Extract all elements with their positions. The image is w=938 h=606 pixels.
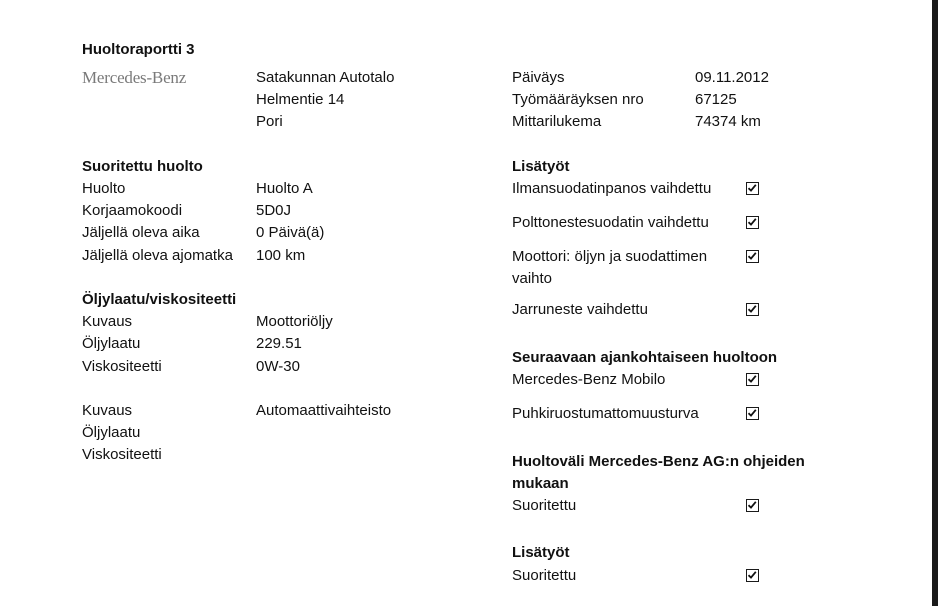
fuel-filter-checkbox[interactable] [746, 216, 759, 229]
service-type-value: Huolto A [256, 180, 313, 197]
odometer-value: 74374 km [695, 113, 761, 130]
brake-fluid-checkbox[interactable] [746, 303, 759, 316]
dealer-city: Pori [256, 113, 283, 130]
workshop-code-label: Korjaamokoodi [82, 202, 183, 219]
oil-heading: Öljylaatu/viskositeetti [82, 291, 237, 308]
air-filter-checkbox[interactable] [746, 182, 759, 195]
work-order-value: 67125 [695, 91, 737, 108]
date-value: 09.11.2012 [695, 69, 769, 86]
next-service-heading: Seuraavaan ajankohtaiseen huoltoon [512, 349, 778, 366]
dealer-name: Satakunnan Autotalo [256, 69, 395, 86]
work-order-label: Työmääräyksen nro [512, 91, 644, 108]
interval-done-label: Suoritettu [512, 497, 577, 514]
extra-work-2-done-checkbox[interactable] [746, 569, 759, 582]
remaining-distance-label: Jäljellä oleva ajomatka [82, 247, 233, 264]
engine-oil-description-value: Moottoriöljy [256, 313, 333, 330]
oil-change-label: Moottori: öljyn ja suodattimen vaihto [512, 248, 708, 287]
page-edge-bar [932, 0, 938, 606]
workshop-code-value: 5D0J [256, 202, 292, 219]
engine-oil-quality-value: 229.51 [256, 335, 302, 352]
remaining-time-value: 0 Päivä(ä) [256, 224, 325, 241]
extra-work-2-heading: Lisätyöt [512, 544, 570, 561]
brake-fluid-label: Jarruneste vaihdettu [512, 301, 648, 318]
extra-work-2-done-label: Suoritettu [512, 567, 577, 584]
service-heading: Suoritettu huolto [82, 158, 203, 175]
dealer-street: Helmentie 14 [256, 91, 345, 108]
report-title: Huoltoraportti 3 [82, 41, 195, 58]
rust-guarantee-label: Puhkiruostumattomuusturva [512, 405, 699, 422]
interval-heading: Huoltoväli Mercedes-Benz AG:n ohjeiden mukaan [512, 453, 805, 492]
air-filter-label: Ilmansuodatinpanos vaihdettu [512, 180, 712, 197]
mobilo-checkbox[interactable] [746, 373, 759, 386]
engine-oil-viscosity-label: Viskositeetti [82, 358, 162, 375]
engine-oil-viscosity-value: 0W-30 [256, 358, 300, 375]
oil-change-checkbox[interactable] [746, 250, 759, 263]
odometer-label: Mittarilukema [512, 113, 602, 130]
transmission-oil-viscosity-label: Viskositeetti [82, 446, 162, 463]
extra-work-heading: Lisätyöt [512, 158, 570, 175]
interval-done-checkbox[interactable] [746, 499, 759, 512]
fuel-filter-label: Polttonestesuodatin vaihdettu [512, 214, 709, 231]
transmission-oil-description-value: Automaattivaihteisto [256, 402, 392, 419]
engine-oil-quality-label: Öljylaatu [82, 335, 141, 352]
service-type-label: Huolto [82, 180, 126, 197]
remaining-time-label: Jäljellä oleva aika [82, 224, 200, 241]
date-label: Päiväys [512, 69, 565, 86]
transmission-oil-description-label: Kuvaus [82, 402, 133, 419]
engine-oil-description-label: Kuvaus [82, 313, 133, 330]
mobilo-label: Mercedes-Benz Mobilo [512, 371, 666, 388]
rust-guarantee-checkbox[interactable] [746, 407, 759, 420]
remaining-distance-value: 100 km [256, 247, 306, 264]
transmission-oil-quality-label: Öljylaatu [82, 424, 141, 441]
brand-logo: Mercedes-Benz [82, 68, 187, 87]
